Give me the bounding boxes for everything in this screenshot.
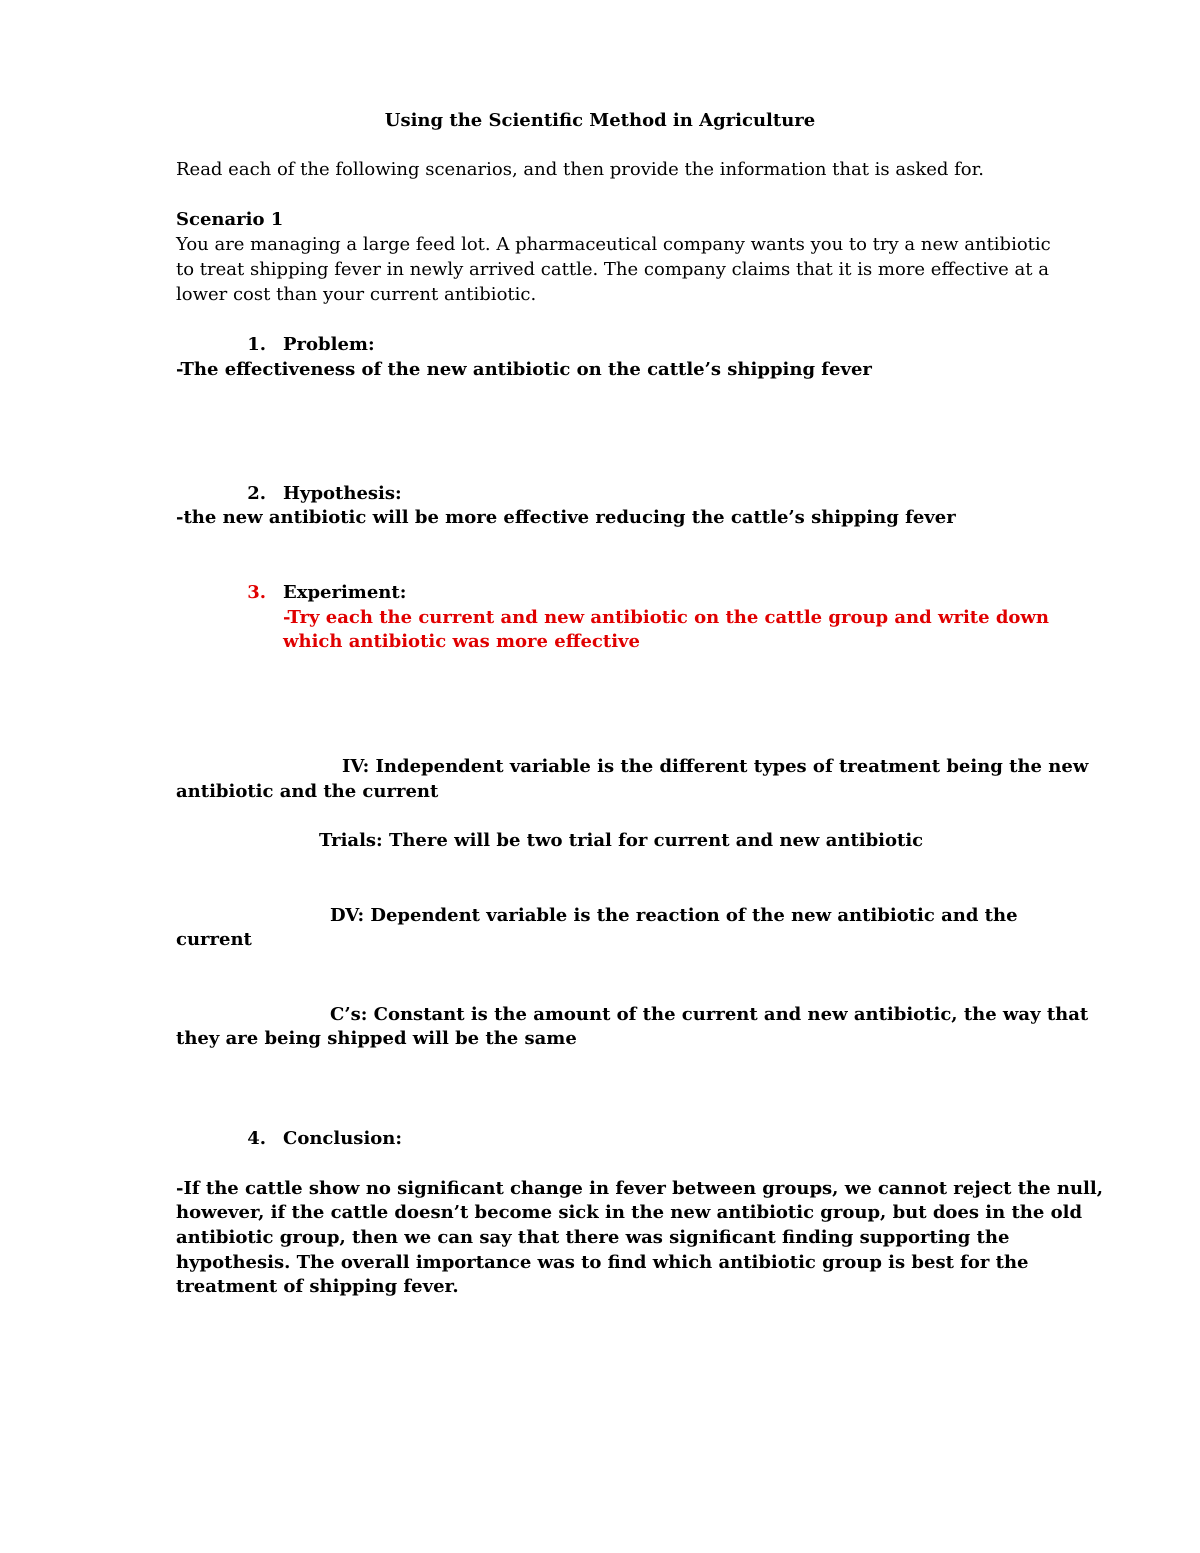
scenario-line: lower cost than your current antibiotic. [176,284,537,305]
iv-line: antibiotic and the current [176,781,439,802]
conclusion-answer-line: -If the cattle show no significant change in fever between groups, we cannot reject the null, [176,1178,1103,1199]
iv-line: IV: Independent variable is the different types of treatment being the new [342,756,1089,777]
constants-line: C’s: Constant is the amount of the current and new antibiotic, the way that [330,1004,1089,1025]
experiment-label: Experiment: [283,582,407,603]
dv-line: current [176,929,252,950]
problem-answer: -The effectiveness of the new antibiotic on the cattle’s shipping fever [176,359,872,380]
conclusion-answer-line: treatment of shipping fever. [176,1276,459,1297]
problem-number: 1. [247,334,266,355]
experiment-answer-line: which antibiotic was more effective [283,631,640,652]
conclusion-answer-line: however, if the cattle doesn’t become sick in the new antibiotic group, but does in the old [176,1202,1083,1223]
experiment-number: 3. [247,582,266,603]
constants-line: they are being shipped will be the same [176,1028,577,1049]
hypothesis-number: 2. [247,483,266,504]
dv-line: DV: Dependent variable is the reaction of the new antibiotic and the [330,905,1018,926]
experiment-answer-line: -Try each the current and new antibiotic on the cattle group and write down [283,607,1050,628]
problem-label: Problem: [283,334,375,355]
conclusion-answer-line: antibiotic group, then we can say that there was significant finding supporting the [176,1227,1010,1248]
scenario-line: You are managing a large feed lot. A pharmaceutical company wants you to try a new antibiotic [176,234,1051,255]
trials-line: Trials: There will be two trial for current and new antibiotic [319,830,924,851]
intro-text: Read each of the following scenarios, and then provide the information that is asked for. [176,159,984,180]
document-title: Using the Scientific Method in Agriculture [384,110,816,131]
conclusion-label: Conclusion: [283,1128,403,1149]
scenario-line: to treat shipping fever in newly arrived cattle. The company claims that it is more effective at a [176,259,1049,280]
conclusion-answer-line: hypothesis. The overall importance was to find which antibiotic group is best for the [176,1252,1029,1273]
conclusion-number: 4. [247,1128,266,1149]
scenario-heading: Scenario 1 [176,209,284,230]
hypothesis-answer: -the new antibiotic will be more effective reducing the cattle’s shipping fever [176,507,956,528]
hypothesis-label: Hypothesis: [283,483,402,504]
